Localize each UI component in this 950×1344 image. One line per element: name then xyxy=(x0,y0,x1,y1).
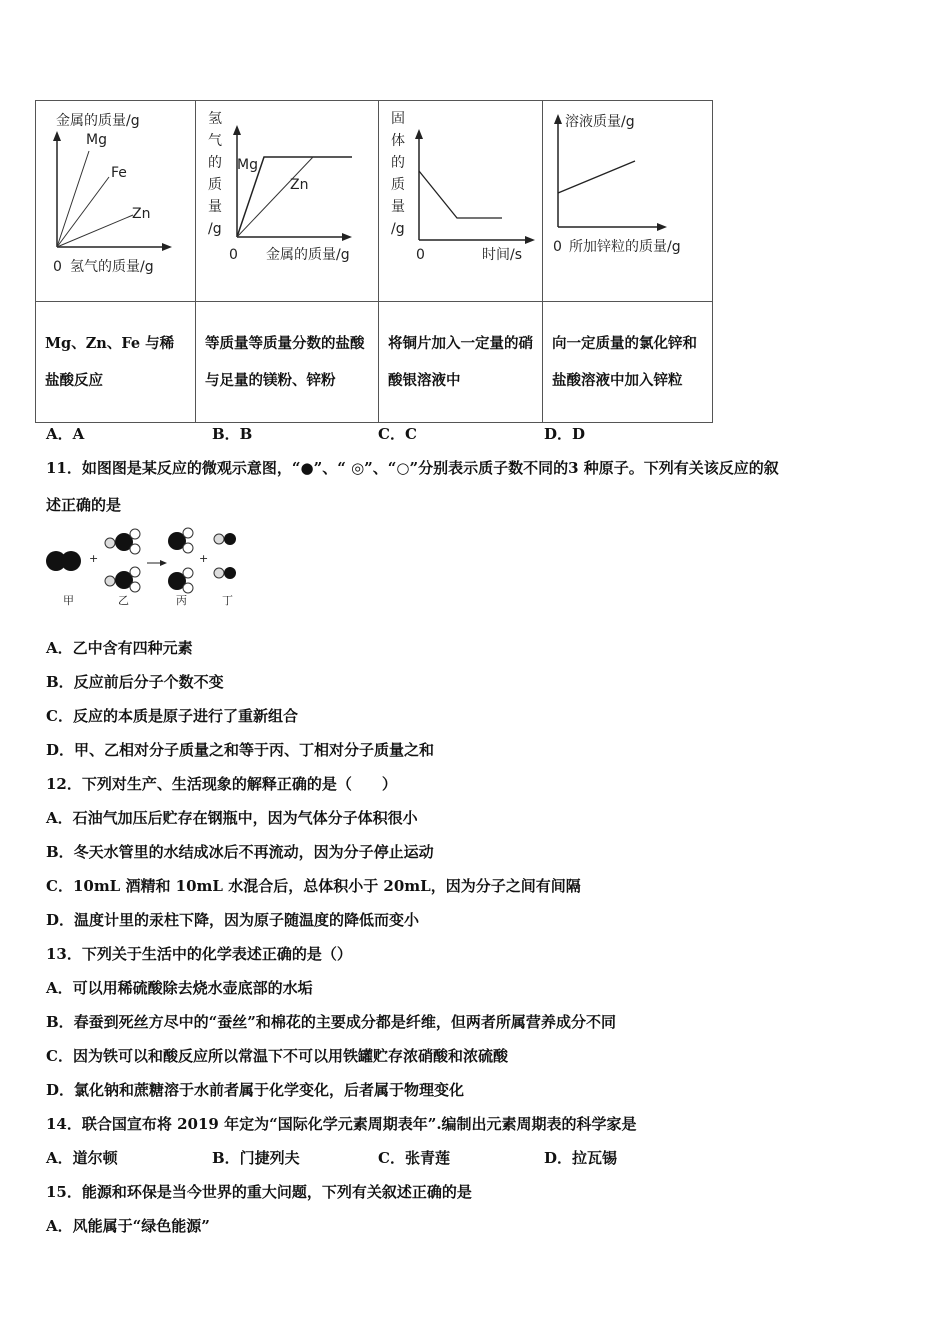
y-axis-label: 固体的质量/g xyxy=(391,111,405,237)
q11-stem: 11．如图图是某反应的微观示意图，“●”、“ ◎”、“○”分别表示质子数不同的3 种原子。下列有关该反应的叙 xyxy=(46,459,779,477)
plus-sign: + xyxy=(199,552,209,565)
description-d: 向一定质量的氯化锌和盐酸溶液中加入锌粒 xyxy=(543,302,713,423)
origin-label: 0 xyxy=(416,247,425,263)
origin-label: 0 xyxy=(553,239,562,255)
graph-cell-a xyxy=(36,101,196,302)
q13-option-b[interactable]: B．春蚕到死丝方尽中的“蚕丝”和棉花的主要成分都是纤维，但两者所属营养成分不同 xyxy=(46,1013,616,1031)
description-c: 将铜片加入一定量的硝酸银溶液中 xyxy=(379,302,543,423)
label-bing: 丙 xyxy=(176,594,187,607)
series-label-fe: Fe xyxy=(111,165,127,181)
description-b: 等质量等质量分数的盐酸与足量的镁粉、锌粉 xyxy=(196,302,379,423)
graph-b xyxy=(196,101,378,297)
q14-option-c[interactable]: C．张青莲 xyxy=(378,1149,450,1167)
q14-option-d[interactable]: D．拉瓦锡 xyxy=(544,1149,618,1167)
q13-option-c[interactable]: C．因为铁可以和酸反应所以常温下不可以用铁罐贮存浓硝酸和浓硫酸 xyxy=(46,1047,508,1065)
q12-option-a[interactable]: A．石油气加压后贮存在钢瓶中，因为气体分子体积很小 xyxy=(46,809,418,827)
q13-option-d[interactable]: D．氯化钠和蔗糖溶于水前者属于化学变化，后者属于物理变化 xyxy=(46,1081,465,1099)
option-c[interactable]: C．C xyxy=(378,425,417,443)
origin-label: 0 xyxy=(229,247,238,263)
option-d[interactable]: D．D xyxy=(544,425,586,443)
label-ding: 丁 xyxy=(222,594,233,607)
q11-option-a[interactable]: A．乙中含有四种元素 xyxy=(46,639,193,657)
y-axis-label: 金属的质量/g xyxy=(56,113,140,129)
plus-sign: + xyxy=(89,552,99,565)
x-axis-label: 所加锌粒的质量/g xyxy=(569,239,681,255)
q12-stem: 12．下列对生产、生活现象的解释正确的是（ ） xyxy=(46,775,397,793)
q13-stem: 13．下列关于生活中的化学表述正确的是（） xyxy=(46,945,352,963)
q10-options xyxy=(46,423,710,444)
q14-option-b[interactable]: B．门捷列夫 xyxy=(212,1149,300,1167)
q14-options xyxy=(46,1147,710,1168)
graph-cell-c xyxy=(379,101,543,302)
series-label-zn: Zn xyxy=(290,177,309,193)
q13-option-a[interactable]: A．可以用稀硫酸除去烧水壶底部的水垢 xyxy=(46,979,313,997)
graph-table xyxy=(35,100,713,423)
graph-cell-d xyxy=(543,101,713,302)
label-jia: 甲 xyxy=(63,594,74,607)
molecule-jia xyxy=(46,551,81,571)
graph-a xyxy=(36,101,195,297)
q15-stem: 15．能源和环保是当今世界的重大问题，下列有关叙述正确的是 xyxy=(46,1183,472,1201)
graph-c xyxy=(379,101,542,297)
x-axis-label: 氢气的质量/g xyxy=(70,259,154,275)
origin-label: 0 xyxy=(53,259,62,275)
q12-option-c[interactable]: C．10mL 酒精和 10mL 水混合后，总体积小于 20mL，因为分子之间有间隔 xyxy=(46,877,581,895)
molecule-ding xyxy=(214,533,236,579)
graph-cell-b xyxy=(196,101,379,302)
molecule-yi xyxy=(105,529,140,592)
label-yi: 乙 xyxy=(118,594,129,607)
q11-option-d[interactable]: D．甲、乙相对分子质量之和等于丙、丁相对分子质量之和 xyxy=(46,741,435,759)
q11-option-b[interactable]: B．反应前后分子个数不变 xyxy=(46,673,224,691)
molecule-bing xyxy=(168,528,193,593)
reaction-diagram xyxy=(35,520,255,610)
description-a: Mg、Zn、Fe 与稀盐酸反应 xyxy=(36,302,196,423)
q14-option-a[interactable]: A．道尔顿 xyxy=(46,1149,118,1167)
series-label-zn: Zn xyxy=(132,206,151,222)
q11-stem-cont: 述正确的是 xyxy=(46,496,122,514)
graph-d xyxy=(543,101,712,297)
q15-option-a[interactable]: A．风能属于“绿色能源” xyxy=(46,1217,210,1235)
q11-option-c[interactable]: C．反应的本质是原子进行了重新组合 xyxy=(46,707,298,725)
option-a[interactable]: A．A xyxy=(46,425,85,443)
x-axis-label: 金属的质量/g xyxy=(266,247,350,263)
y-axis-label: 氢气的质量/g xyxy=(208,111,222,237)
q14-stem: 14．联合国宣布将 2019 年定为“国际化学元素周期表年”.编制出元素周期表的科学家是 xyxy=(46,1115,637,1133)
q12-option-d[interactable]: D．温度计里的汞柱下降，因为原子随温度的降低而变小 xyxy=(46,911,420,929)
x-axis-label: 时间/s xyxy=(482,247,523,263)
q12-option-b[interactable]: B．冬天水管里的水结成冰后不再流动，因为分子停止运动 xyxy=(46,843,434,861)
y-axis-label: 溶液质量/g xyxy=(565,114,635,130)
series-label-mg: Mg xyxy=(237,157,258,173)
option-b[interactable]: B．B xyxy=(212,425,253,443)
series-label-mg: Mg xyxy=(86,132,107,148)
